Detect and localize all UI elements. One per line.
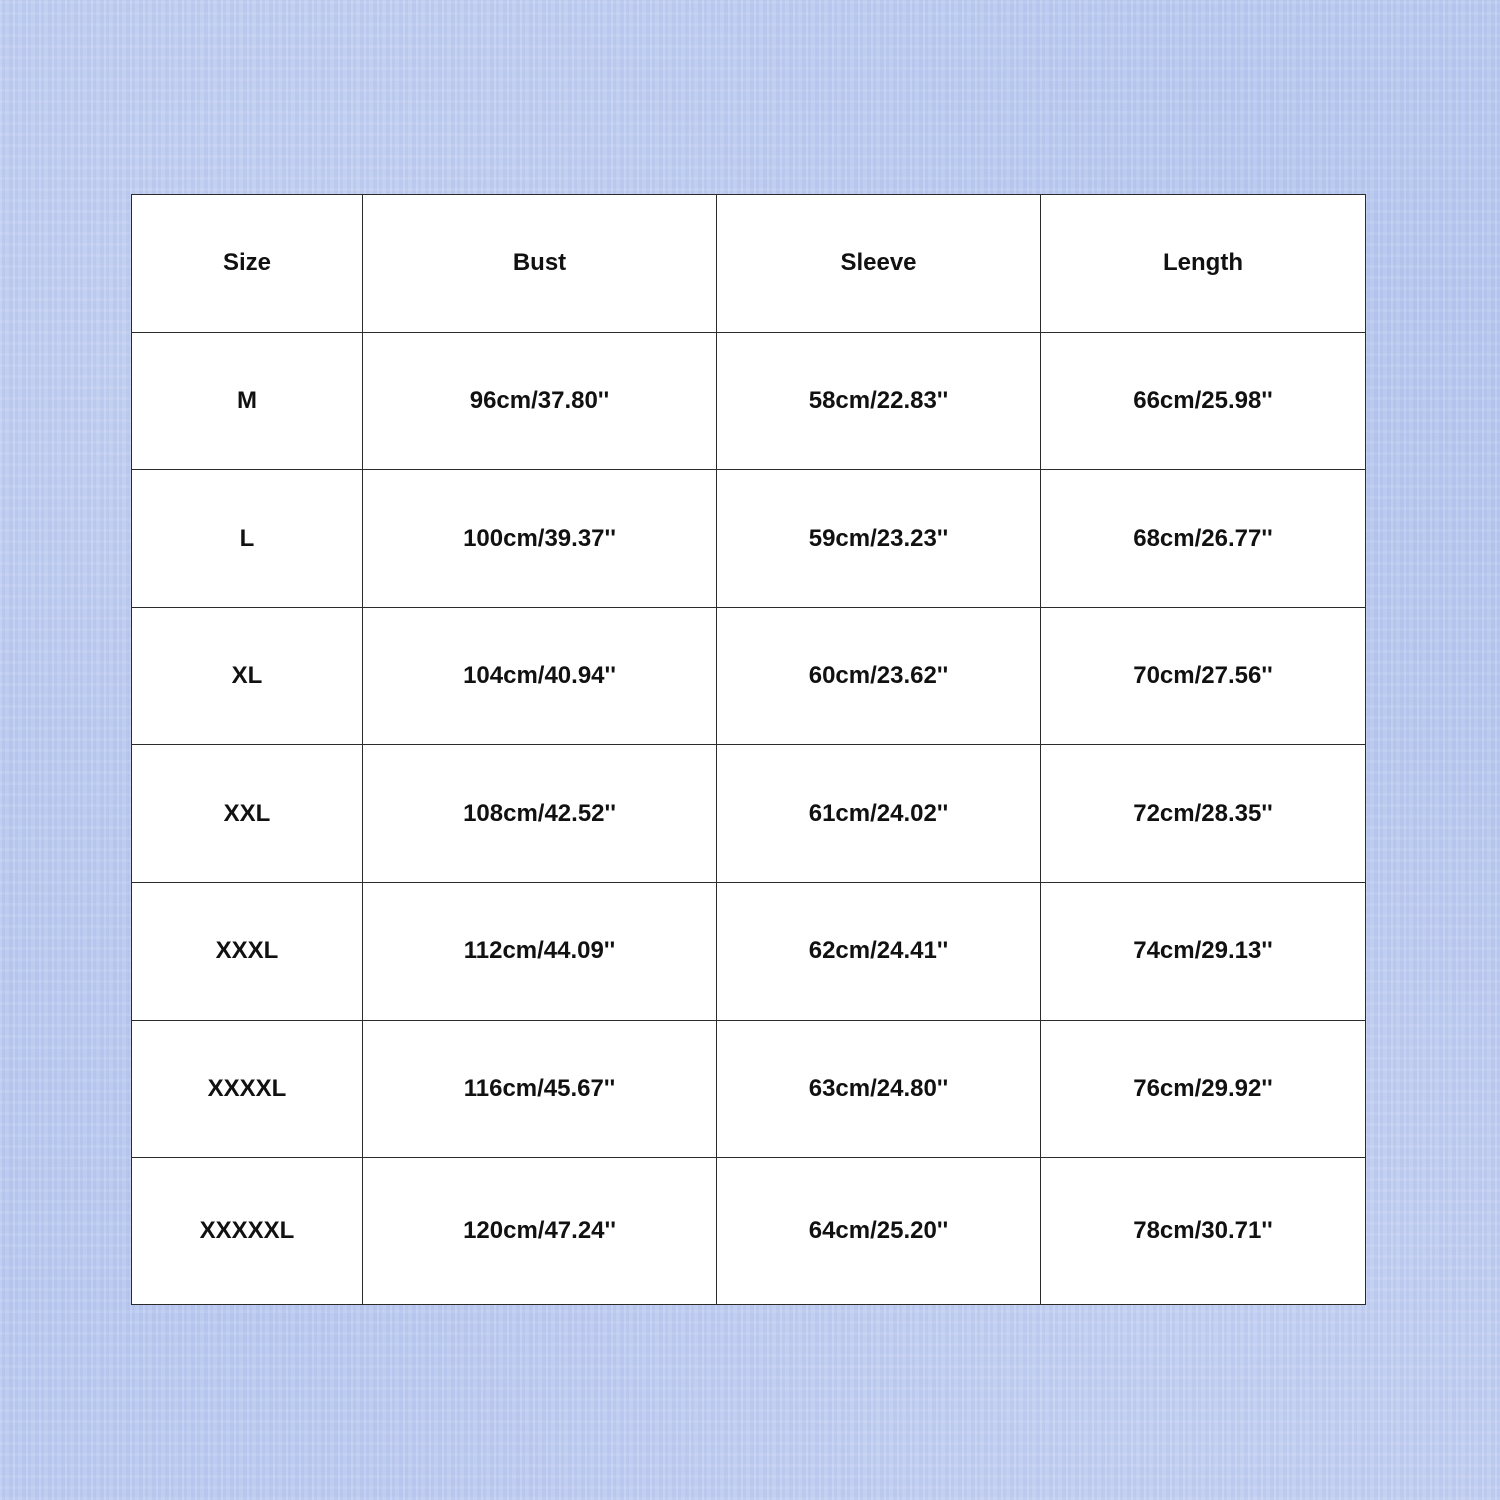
table-row bbox=[132, 1158, 1366, 1305]
cell-size: XXL bbox=[132, 745, 363, 883]
cell-length: 76cm/29.92'' bbox=[1041, 1020, 1366, 1158]
table-row bbox=[132, 332, 1366, 470]
cell-sleeve: 63cm/24.80'' bbox=[717, 1020, 1041, 1158]
cell-size: XXXXL bbox=[132, 1020, 363, 1158]
cell-bust: 96cm/37.80'' bbox=[363, 332, 717, 470]
cell-length: 70cm/27.56'' bbox=[1041, 607, 1366, 745]
cell-size: M bbox=[132, 332, 363, 470]
cell-bust: 112cm/44.09'' bbox=[363, 883, 717, 1021]
cell-bust: 100cm/39.37'' bbox=[363, 470, 717, 608]
table-row bbox=[132, 607, 1366, 745]
cell-sleeve: 60cm/23.62'' bbox=[717, 607, 1041, 745]
header-bust: Bust bbox=[363, 195, 717, 333]
cell-length: 72cm/28.35'' bbox=[1041, 745, 1366, 883]
cell-length: 78cm/30.71'' bbox=[1041, 1158, 1366, 1305]
cell-size: XXXXXL bbox=[132, 1158, 363, 1305]
cell-bust: 104cm/40.94'' bbox=[363, 607, 717, 745]
table-header-row bbox=[132, 195, 1366, 333]
header-sleeve: Sleeve bbox=[717, 195, 1041, 333]
cell-sleeve: 64cm/25.20'' bbox=[717, 1158, 1041, 1305]
table-row bbox=[132, 883, 1366, 1021]
cell-sleeve: 61cm/24.02'' bbox=[717, 745, 1041, 883]
cell-sleeve: 58cm/22.83'' bbox=[717, 332, 1041, 470]
table-row bbox=[132, 470, 1366, 608]
cell-size: XL bbox=[132, 607, 363, 745]
header-length: Length bbox=[1041, 195, 1366, 333]
cell-bust: 116cm/45.67'' bbox=[363, 1020, 717, 1158]
header-size: Size bbox=[132, 195, 363, 333]
cell-bust: 120cm/47.24'' bbox=[363, 1158, 717, 1305]
cell-bust: 108cm/42.52'' bbox=[363, 745, 717, 883]
size-chart-table bbox=[131, 194, 1366, 1305]
cell-length: 66cm/25.98'' bbox=[1041, 332, 1366, 470]
cell-sleeve: 62cm/24.41'' bbox=[717, 883, 1041, 1021]
cell-length: 74cm/29.13'' bbox=[1041, 883, 1366, 1021]
cell-size: L bbox=[132, 470, 363, 608]
table-row bbox=[132, 1020, 1366, 1158]
cell-sleeve: 59cm/23.23'' bbox=[717, 470, 1041, 608]
cell-length: 68cm/26.77'' bbox=[1041, 470, 1366, 608]
table-row bbox=[132, 745, 1366, 883]
cell-size: XXXL bbox=[132, 883, 363, 1021]
